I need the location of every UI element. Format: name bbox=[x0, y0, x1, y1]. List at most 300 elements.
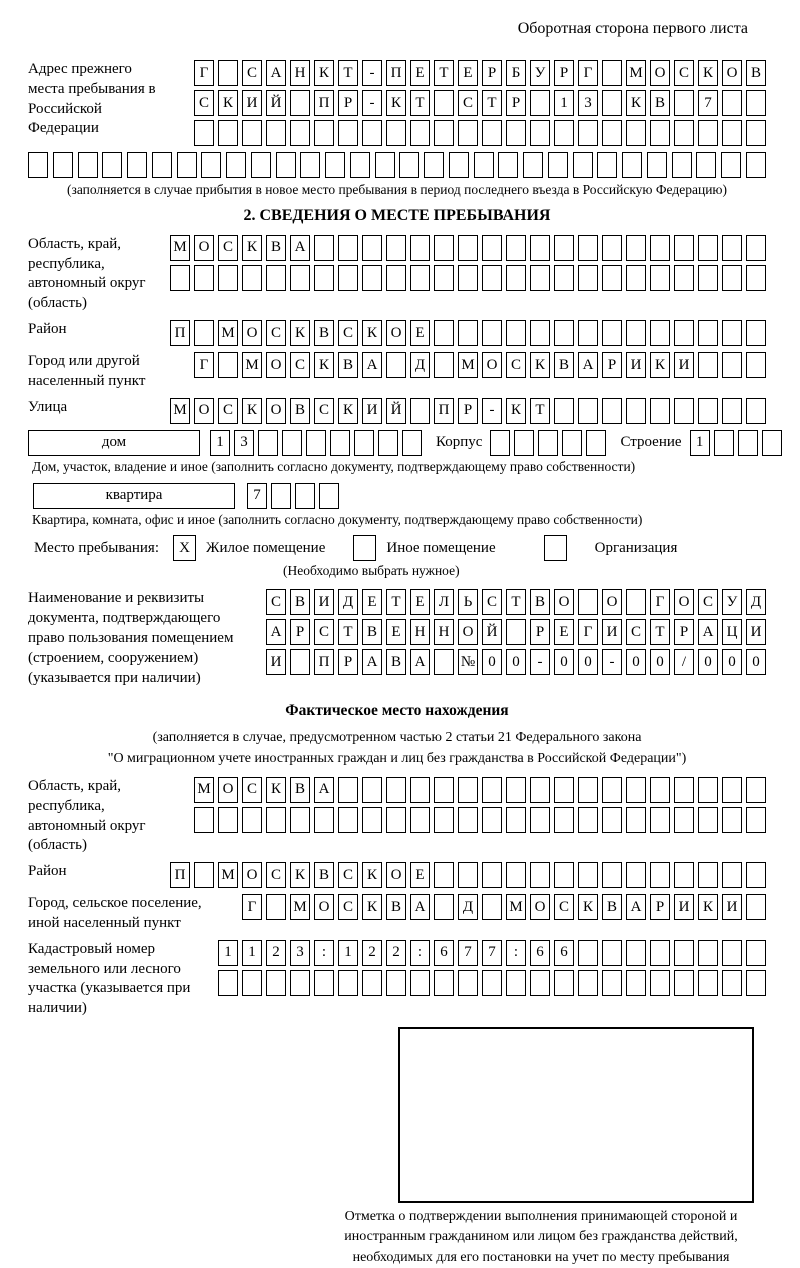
char-cell[interactable] bbox=[242, 120, 262, 146]
char-cell[interactable] bbox=[548, 152, 568, 178]
char-cell[interactable] bbox=[530, 862, 550, 888]
char-cell[interactable]: А bbox=[410, 894, 430, 920]
char-cell[interactable]: О bbox=[674, 589, 694, 615]
char-cell[interactable]: 0 bbox=[554, 649, 574, 675]
char-cell[interactable]: Н bbox=[290, 60, 310, 86]
char-cell[interactable] bbox=[338, 807, 358, 833]
char-cell[interactable]: Г bbox=[650, 589, 670, 615]
char-cell[interactable]: Т bbox=[506, 589, 526, 615]
char-cell[interactable]: Г bbox=[578, 619, 598, 645]
char-cell[interactable] bbox=[53, 152, 73, 178]
char-cell[interactable] bbox=[271, 483, 291, 509]
char-cell[interactable]: 1 bbox=[690, 430, 710, 456]
char-cell[interactable] bbox=[698, 265, 718, 291]
char-cell[interactable] bbox=[674, 265, 694, 291]
char-cell[interactable] bbox=[194, 807, 214, 833]
char-cell[interactable]: Т bbox=[338, 60, 358, 86]
char-cell[interactable] bbox=[626, 807, 646, 833]
char-cell[interactable]: Е bbox=[410, 589, 430, 615]
char-cell[interactable]: О bbox=[266, 398, 286, 424]
char-cell[interactable] bbox=[578, 589, 598, 615]
char-cell[interactable]: № bbox=[458, 649, 478, 675]
char-cell[interactable] bbox=[434, 265, 454, 291]
char-cell[interactable] bbox=[458, 120, 478, 146]
char-cell[interactable] bbox=[674, 90, 694, 116]
char-cell[interactable]: Р bbox=[650, 894, 670, 920]
char-cell[interactable] bbox=[674, 807, 694, 833]
char-cell[interactable] bbox=[721, 152, 741, 178]
char-cell[interactable] bbox=[602, 807, 622, 833]
char-cell[interactable] bbox=[314, 120, 334, 146]
char-cell[interactable] bbox=[626, 398, 646, 424]
char-cell[interactable]: А bbox=[290, 235, 310, 261]
char-cell[interactable]: К bbox=[362, 320, 382, 346]
char-cell[interactable]: М bbox=[170, 235, 190, 261]
char-cell[interactable] bbox=[218, 352, 238, 378]
char-cell[interactable] bbox=[650, 807, 670, 833]
char-cell[interactable] bbox=[578, 320, 598, 346]
char-cell[interactable]: Т bbox=[650, 619, 670, 645]
char-cell[interactable] bbox=[698, 940, 718, 966]
char-cell[interactable] bbox=[698, 120, 718, 146]
char-cell[interactable]: П bbox=[386, 60, 406, 86]
char-cell[interactable]: 0 bbox=[698, 649, 718, 675]
char-cell[interactable]: Е bbox=[458, 60, 478, 86]
char-cell[interactable]: 1 bbox=[210, 430, 230, 456]
char-cell[interactable]: Р bbox=[482, 60, 502, 86]
char-cell[interactable]: Д bbox=[410, 352, 430, 378]
char-cell[interactable]: С bbox=[266, 589, 286, 615]
char-cell[interactable] bbox=[242, 970, 262, 996]
char-cell[interactable]: П bbox=[170, 862, 190, 888]
char-cell[interactable] bbox=[722, 970, 742, 996]
char-cell[interactable] bbox=[626, 589, 646, 615]
char-cell[interactable] bbox=[578, 777, 598, 803]
char-cell[interactable] bbox=[530, 120, 550, 146]
char-cell[interactable] bbox=[338, 120, 358, 146]
char-cell[interactable] bbox=[626, 940, 646, 966]
char-cell[interactable]: О bbox=[386, 320, 406, 346]
char-cell[interactable] bbox=[650, 320, 670, 346]
char-cell[interactable]: 1 bbox=[242, 940, 262, 966]
char-cell[interactable] bbox=[375, 152, 395, 178]
char-cell[interactable]: О bbox=[530, 894, 550, 920]
char-cell[interactable] bbox=[722, 90, 742, 116]
char-cell[interactable]: А bbox=[266, 60, 286, 86]
char-cell[interactable] bbox=[266, 265, 286, 291]
char-cell[interactable] bbox=[434, 320, 454, 346]
char-cell[interactable] bbox=[490, 430, 510, 456]
char-cell[interactable] bbox=[722, 777, 742, 803]
char-cell[interactable] bbox=[674, 120, 694, 146]
char-cell[interactable]: В bbox=[746, 60, 766, 86]
char-cell[interactable] bbox=[338, 777, 358, 803]
char-cell[interactable] bbox=[746, 352, 766, 378]
char-cell[interactable]: П bbox=[170, 320, 190, 346]
char-cell[interactable]: С bbox=[242, 777, 262, 803]
char-cell[interactable] bbox=[306, 430, 326, 456]
char-cell[interactable]: И bbox=[626, 352, 646, 378]
char-cell[interactable] bbox=[290, 649, 310, 675]
char-cell[interactable]: 7 bbox=[482, 940, 502, 966]
char-cell[interactable] bbox=[266, 120, 286, 146]
char-cell[interactable] bbox=[674, 777, 694, 803]
char-cell[interactable] bbox=[626, 862, 646, 888]
char-cell[interactable] bbox=[386, 970, 406, 996]
char-cell[interactable] bbox=[506, 619, 526, 645]
char-cell[interactable] bbox=[554, 777, 574, 803]
char-cell[interactable] bbox=[386, 265, 406, 291]
char-cell[interactable] bbox=[194, 265, 214, 291]
char-cell[interactable] bbox=[698, 862, 718, 888]
char-cell[interactable] bbox=[434, 352, 454, 378]
char-cell[interactable] bbox=[362, 265, 382, 291]
char-cell[interactable] bbox=[722, 320, 742, 346]
char-cell[interactable] bbox=[242, 265, 262, 291]
char-cell[interactable] bbox=[626, 320, 646, 346]
char-cell[interactable]: Р bbox=[338, 649, 358, 675]
char-cell[interactable]: Е bbox=[362, 589, 382, 615]
char-cell[interactable]: 1 bbox=[338, 940, 358, 966]
char-cell[interactable] bbox=[314, 807, 334, 833]
char-cell[interactable] bbox=[386, 235, 406, 261]
char-cell[interactable]: К bbox=[314, 352, 334, 378]
char-cell[interactable]: Й bbox=[482, 619, 502, 645]
char-cell[interactable] bbox=[290, 90, 310, 116]
char-cell[interactable] bbox=[554, 235, 574, 261]
char-cell[interactable] bbox=[722, 352, 742, 378]
char-cell[interactable] bbox=[602, 970, 622, 996]
char-cell[interactable]: Е bbox=[554, 619, 574, 645]
char-cell[interactable]: - bbox=[530, 649, 550, 675]
char-cell[interactable] bbox=[698, 777, 718, 803]
char-cell[interactable] bbox=[602, 940, 622, 966]
char-cell[interactable]: К bbox=[578, 894, 598, 920]
char-cell[interactable] bbox=[674, 970, 694, 996]
char-cell[interactable]: Т bbox=[410, 90, 430, 116]
char-cell[interactable]: К bbox=[530, 352, 550, 378]
char-cell[interactable] bbox=[386, 352, 406, 378]
char-cell[interactable] bbox=[362, 807, 382, 833]
char-cell[interactable]: Й bbox=[266, 90, 286, 116]
char-cell[interactable] bbox=[722, 862, 742, 888]
char-cell[interactable]: 6 bbox=[530, 940, 550, 966]
char-cell[interactable]: Р bbox=[602, 352, 622, 378]
char-cell[interactable]: Ц bbox=[722, 619, 742, 645]
char-cell[interactable]: О bbox=[482, 352, 502, 378]
char-cell[interactable] bbox=[506, 777, 526, 803]
char-cell[interactable]: К bbox=[650, 352, 670, 378]
char-cell[interactable]: Н bbox=[434, 619, 454, 645]
char-cell[interactable] bbox=[586, 430, 606, 456]
char-cell[interactable] bbox=[410, 777, 430, 803]
char-cell[interactable]: К bbox=[362, 862, 382, 888]
char-cell[interactable] bbox=[458, 970, 478, 996]
char-cell[interactable]: Е bbox=[410, 320, 430, 346]
char-cell[interactable] bbox=[650, 235, 670, 261]
char-cell[interactable] bbox=[722, 940, 742, 966]
char-cell[interactable]: О bbox=[242, 862, 262, 888]
char-cell[interactable]: 0 bbox=[578, 649, 598, 675]
char-cell[interactable] bbox=[300, 152, 320, 178]
char-cell[interactable] bbox=[506, 120, 526, 146]
char-cell[interactable]: Т bbox=[530, 398, 550, 424]
char-cell[interactable]: - bbox=[602, 649, 622, 675]
char-cell[interactable] bbox=[698, 235, 718, 261]
char-cell[interactable]: О bbox=[218, 777, 238, 803]
char-cell[interactable]: - bbox=[362, 60, 382, 86]
char-cell[interactable] bbox=[698, 352, 718, 378]
char-cell[interactable] bbox=[506, 807, 526, 833]
char-cell[interactable] bbox=[362, 235, 382, 261]
char-cell[interactable]: Г bbox=[242, 894, 262, 920]
char-cell[interactable]: К bbox=[242, 398, 262, 424]
char-cell[interactable]: 0 bbox=[722, 649, 742, 675]
char-cell[interactable]: В bbox=[290, 777, 310, 803]
char-cell[interactable] bbox=[698, 970, 718, 996]
char-cell[interactable] bbox=[698, 807, 718, 833]
char-cell[interactable]: 3 bbox=[234, 430, 254, 456]
char-cell[interactable]: С bbox=[482, 589, 502, 615]
char-cell[interactable] bbox=[578, 807, 598, 833]
char-cell[interactable] bbox=[602, 777, 622, 803]
char-cell[interactable]: С bbox=[266, 862, 286, 888]
char-cell[interactable]: 2 bbox=[362, 940, 382, 966]
char-cell[interactable] bbox=[602, 235, 622, 261]
char-cell[interactable]: 2 bbox=[386, 940, 406, 966]
char-cell[interactable] bbox=[314, 265, 334, 291]
char-cell[interactable] bbox=[672, 152, 692, 178]
char-cell[interactable]: Г bbox=[578, 60, 598, 86]
char-cell[interactable] bbox=[218, 60, 238, 86]
char-cell[interactable] bbox=[482, 862, 502, 888]
char-cell[interactable] bbox=[746, 120, 766, 146]
char-cell[interactable]: Е bbox=[410, 862, 430, 888]
char-cell[interactable] bbox=[194, 320, 214, 346]
char-cell[interactable]: У bbox=[722, 589, 742, 615]
char-cell[interactable]: / bbox=[674, 649, 694, 675]
char-cell[interactable] bbox=[650, 970, 670, 996]
char-cell[interactable]: П bbox=[434, 398, 454, 424]
char-cell[interactable] bbox=[738, 430, 758, 456]
char-cell[interactable] bbox=[458, 320, 478, 346]
char-cell[interactable] bbox=[319, 483, 339, 509]
char-cell[interactable]: Р bbox=[530, 619, 550, 645]
char-cell[interactable]: И bbox=[746, 619, 766, 645]
char-cell[interactable] bbox=[578, 120, 598, 146]
char-cell[interactable] bbox=[338, 970, 358, 996]
char-cell[interactable] bbox=[514, 430, 534, 456]
char-cell[interactable] bbox=[650, 265, 670, 291]
char-cell[interactable] bbox=[530, 807, 550, 833]
char-cell[interactable]: К bbox=[626, 90, 646, 116]
char-cell[interactable]: О bbox=[194, 398, 214, 424]
char-cell[interactable] bbox=[626, 120, 646, 146]
char-cell[interactable]: 3 bbox=[578, 90, 598, 116]
char-cell[interactable] bbox=[746, 777, 766, 803]
char-cell[interactable]: М bbox=[626, 60, 646, 86]
char-cell[interactable] bbox=[386, 807, 406, 833]
char-cell[interactable]: А bbox=[698, 619, 718, 645]
char-cell[interactable]: Н bbox=[410, 619, 430, 645]
char-cell[interactable] bbox=[746, 940, 766, 966]
char-cell[interactable] bbox=[434, 807, 454, 833]
char-cell[interactable] bbox=[746, 265, 766, 291]
checkbox-other-premises[interactable] bbox=[353, 535, 376, 561]
char-cell[interactable] bbox=[482, 320, 502, 346]
char-cell[interactable]: К bbox=[506, 398, 526, 424]
char-cell[interactable]: А bbox=[362, 352, 382, 378]
char-cell[interactable] bbox=[746, 235, 766, 261]
char-cell[interactable] bbox=[746, 152, 766, 178]
char-cell[interactable]: В bbox=[338, 352, 358, 378]
char-cell[interactable] bbox=[626, 970, 646, 996]
char-cell[interactable] bbox=[674, 940, 694, 966]
char-cell[interactable]: С bbox=[314, 619, 334, 645]
char-cell[interactable]: К bbox=[338, 398, 358, 424]
char-cell[interactable] bbox=[177, 152, 197, 178]
char-cell[interactable] bbox=[434, 90, 454, 116]
char-cell[interactable]: С bbox=[314, 398, 334, 424]
char-cell[interactable] bbox=[127, 152, 147, 178]
char-cell[interactable] bbox=[722, 398, 742, 424]
char-cell[interactable]: 7 bbox=[458, 940, 478, 966]
char-cell[interactable] bbox=[530, 235, 550, 261]
char-cell[interactable]: 1 bbox=[554, 90, 574, 116]
char-cell[interactable]: В bbox=[530, 589, 550, 615]
char-cell[interactable]: К bbox=[290, 862, 310, 888]
char-cell[interactable] bbox=[762, 430, 782, 456]
char-cell[interactable]: В bbox=[602, 894, 622, 920]
char-cell[interactable] bbox=[424, 152, 444, 178]
char-cell[interactable] bbox=[746, 90, 766, 116]
char-cell[interactable] bbox=[290, 120, 310, 146]
char-cell[interactable] bbox=[354, 430, 374, 456]
char-cell[interactable] bbox=[314, 970, 334, 996]
char-cell[interactable]: Д bbox=[746, 589, 766, 615]
char-cell[interactable] bbox=[562, 430, 582, 456]
char-cell[interactable] bbox=[626, 265, 646, 291]
char-cell[interactable] bbox=[482, 235, 502, 261]
char-cell[interactable] bbox=[714, 430, 734, 456]
char-cell[interactable]: К bbox=[698, 894, 718, 920]
char-cell[interactable]: Е bbox=[386, 619, 406, 645]
char-cell[interactable]: 0 bbox=[506, 649, 526, 675]
char-cell[interactable]: И bbox=[362, 398, 382, 424]
char-cell[interactable] bbox=[498, 152, 518, 178]
char-cell[interactable]: С bbox=[458, 90, 478, 116]
char-cell[interactable] bbox=[314, 235, 334, 261]
char-cell[interactable]: А bbox=[626, 894, 646, 920]
checkbox-organization[interactable] bbox=[544, 535, 567, 561]
char-cell[interactable]: О bbox=[602, 589, 622, 615]
char-cell[interactable] bbox=[554, 807, 574, 833]
char-cell[interactable] bbox=[722, 120, 742, 146]
char-cell[interactable] bbox=[266, 807, 286, 833]
char-cell[interactable]: 0 bbox=[650, 649, 670, 675]
char-cell[interactable] bbox=[578, 398, 598, 424]
char-cell[interactable]: М bbox=[170, 398, 190, 424]
char-cell[interactable] bbox=[399, 152, 419, 178]
char-cell[interactable] bbox=[242, 807, 262, 833]
char-cell[interactable]: И bbox=[314, 589, 334, 615]
char-cell[interactable] bbox=[410, 807, 430, 833]
char-cell[interactable] bbox=[530, 90, 550, 116]
char-cell[interactable]: С bbox=[194, 90, 214, 116]
char-cell[interactable]: 0 bbox=[626, 649, 646, 675]
char-cell[interactable]: Р bbox=[506, 90, 526, 116]
char-cell[interactable] bbox=[378, 430, 398, 456]
char-cell[interactable] bbox=[251, 152, 271, 178]
char-cell[interactable] bbox=[266, 894, 286, 920]
char-cell[interactable] bbox=[602, 862, 622, 888]
char-cell[interactable]: С bbox=[554, 894, 574, 920]
char-cell[interactable] bbox=[482, 894, 502, 920]
char-cell[interactable] bbox=[102, 152, 122, 178]
char-cell[interactable]: - bbox=[362, 90, 382, 116]
char-cell[interactable] bbox=[482, 777, 502, 803]
char-cell[interactable]: В bbox=[290, 398, 310, 424]
char-cell[interactable] bbox=[554, 862, 574, 888]
char-cell[interactable] bbox=[434, 120, 454, 146]
char-cell[interactable]: С bbox=[338, 320, 358, 346]
char-cell[interactable] bbox=[698, 320, 718, 346]
char-cell[interactable] bbox=[722, 807, 742, 833]
char-cell[interactable]: А bbox=[362, 649, 382, 675]
char-cell[interactable] bbox=[276, 152, 296, 178]
char-cell[interactable] bbox=[626, 235, 646, 261]
char-cell[interactable]: 1 bbox=[218, 940, 238, 966]
char-cell[interactable]: Г bbox=[194, 352, 214, 378]
char-cell[interactable] bbox=[458, 807, 478, 833]
char-cell[interactable]: П bbox=[314, 90, 334, 116]
char-cell[interactable]: М bbox=[506, 894, 526, 920]
char-cell[interactable] bbox=[530, 970, 550, 996]
char-cell[interactable]: Р bbox=[554, 60, 574, 86]
char-cell[interactable] bbox=[458, 777, 478, 803]
char-cell[interactable] bbox=[290, 265, 310, 291]
char-cell[interactable]: А bbox=[266, 619, 286, 645]
char-cell[interactable]: С bbox=[218, 235, 238, 261]
char-cell[interactable]: 7 bbox=[698, 90, 718, 116]
char-cell[interactable]: И bbox=[242, 90, 262, 116]
char-cell[interactable]: О bbox=[242, 320, 262, 346]
char-cell[interactable] bbox=[722, 265, 742, 291]
char-cell[interactable] bbox=[698, 398, 718, 424]
char-cell[interactable] bbox=[28, 152, 48, 178]
char-cell[interactable]: М bbox=[194, 777, 214, 803]
char-cell[interactable]: М bbox=[458, 352, 478, 378]
char-cell[interactable] bbox=[266, 970, 286, 996]
char-cell[interactable] bbox=[602, 120, 622, 146]
char-cell[interactable]: К bbox=[386, 90, 406, 116]
char-cell[interactable]: Е bbox=[410, 60, 430, 86]
char-cell[interactable] bbox=[410, 398, 430, 424]
char-cell[interactable] bbox=[201, 152, 221, 178]
char-cell[interactable]: В bbox=[314, 862, 334, 888]
char-cell[interactable]: С bbox=[698, 589, 718, 615]
char-cell[interactable] bbox=[434, 649, 454, 675]
char-cell[interactable] bbox=[530, 320, 550, 346]
char-cell[interactable] bbox=[578, 940, 598, 966]
char-cell[interactable] bbox=[506, 235, 526, 261]
char-cell[interactable]: С bbox=[338, 894, 358, 920]
char-cell[interactable]: К bbox=[314, 60, 334, 86]
char-cell[interactable]: В bbox=[362, 619, 382, 645]
char-cell[interactable] bbox=[474, 152, 494, 178]
char-cell[interactable]: С bbox=[674, 60, 694, 86]
char-cell[interactable] bbox=[746, 398, 766, 424]
